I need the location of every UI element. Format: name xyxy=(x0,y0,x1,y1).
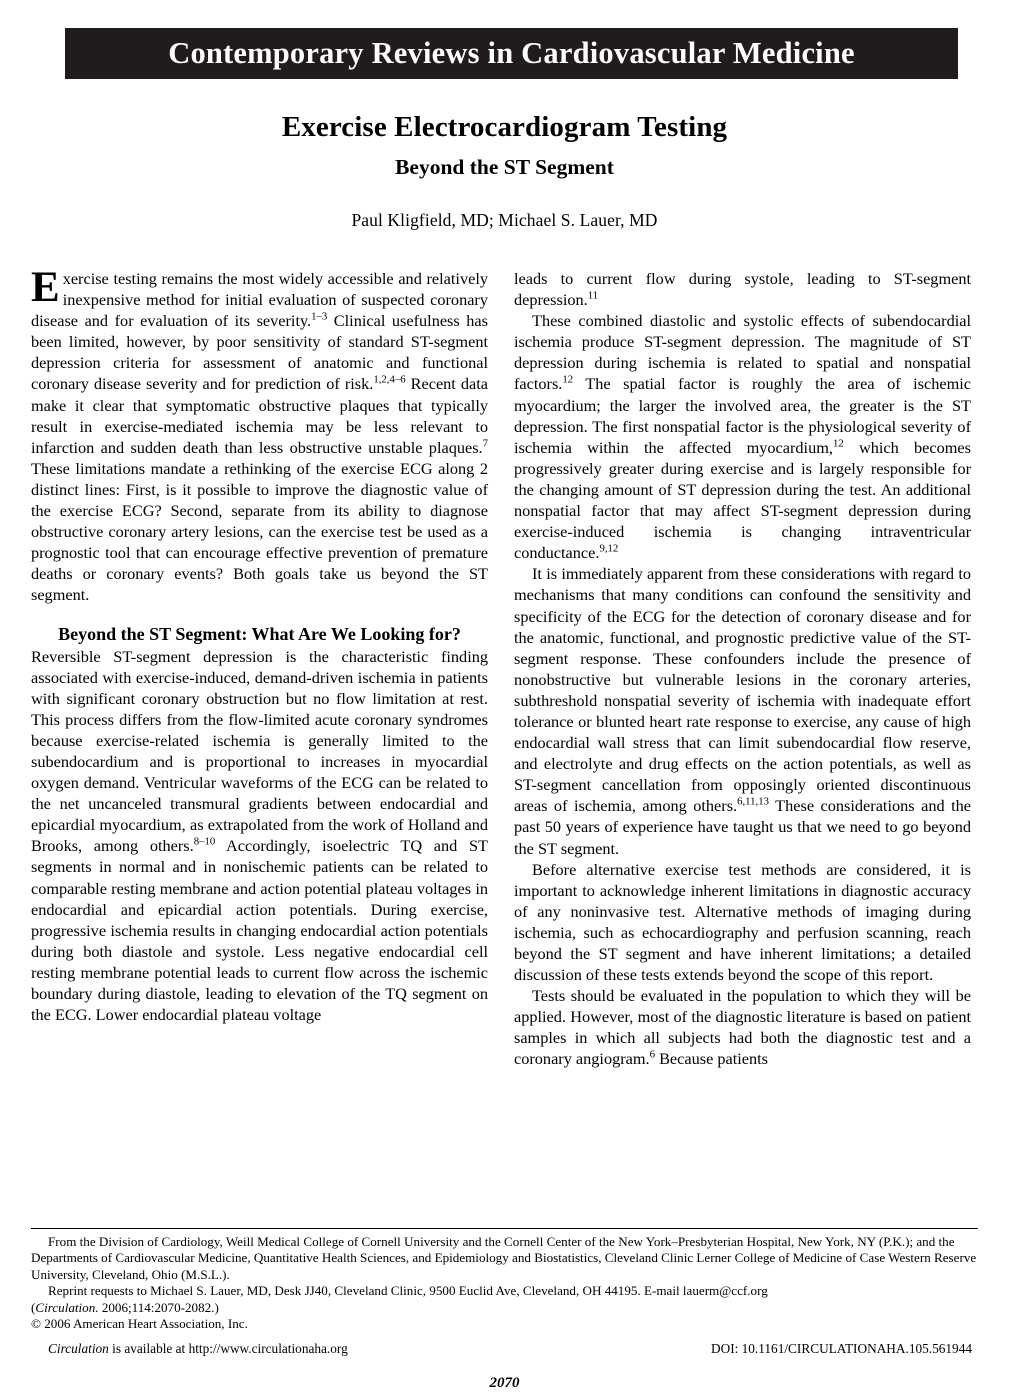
left-column xyxy=(31,264,488,1198)
paragraph-text: These considerations and the past 50 years of experience have taught us that we need to go beyond the ST segment. xyxy=(514,796,971,858)
citation-ref: 12 xyxy=(832,437,844,450)
paragraph-text: The spatial factor is roughly the area of ischemic myocardium; the larger the involved area, the greater is the ST depression. The first nonspatial factor is the physiological severity of ischemia within the affected myocardium, xyxy=(514,374,971,457)
paragraph-text: It is immediately apparent from these considerations with regard to mechanisms that many conditions can confound the sensitivity and specificity of the ECG for the detection of coronary disease and for the anatomic, functional, and prognostic predictive value of the ST-segment response. These confounders include the presence of nonobstructive but vulnerable lesions in the coronary arteries, subthreshold nonspatial severity of ischemia with inadequate effort tolerance or blunted heart rate response to exercise, any cause of high endocardial wall stress that can limit subendocardial flow reserve, and electrolyte and drug effects on the action potentials, as well as ST-segment cancellation from opposingly oriented discontinuous areas of ischemia, among others. xyxy=(514,564,971,816)
paragraph-text: Clinical usefulness has been limited, however, by poor sensitivity of standard ST-segment depression criteria for assessment of anatomic and functional coronary disease severity and for prediction of risk. xyxy=(31,311,488,394)
citation-ref: 7 xyxy=(482,437,488,450)
paragraph-text: Tests should be evaluated in the population to which they will be applied. However, most of the diagnostic literature is based on patient samples in which all subjects had both the diagnostic test and a coronary angiogram. xyxy=(514,986,971,1069)
article-subtitle: Beyond the ST Segment xyxy=(395,154,614,179)
article-body xyxy=(31,264,978,1198)
paragraph-text: which becomes progressively greater during exercise and is largely responsible for the changing amount of ST depression during the test. An additional nonspatial factor that may affect ST-segment depression during exercise-induced ischemia is changing intraventricular conductance. xyxy=(514,437,971,563)
citation-ref: 11 xyxy=(587,289,599,302)
article-title: Exercise Electrocardiogram Testing xyxy=(281,111,728,143)
availability-row xyxy=(31,1341,978,1357)
journal-section-title: Contemporary Reviews in Cardiovascular Medicine xyxy=(168,36,855,70)
drop-cap: E xyxy=(31,264,60,311)
page-number: 2070 xyxy=(489,1375,520,1391)
citation-ref: 1,2,4–6 xyxy=(373,374,406,387)
footnote-reprint-requests xyxy=(31,1283,978,1299)
paragraph-text: Recent data make it clear that symptomatic obstructive plaques that typically result in exercise-mediated ischemia may be less relevant to infarction and sudden death than less obstructive unstable plaques. xyxy=(31,374,488,457)
journal-name: Circulation. xyxy=(35,1299,99,1315)
paragraph-text: Reversible ST-segment depression is the characteristic finding associated with exercise-induced, demand-driven ischemia in patients with significant coronary obstruction but no flow limitation at rest. This process differs from the flow-limited acute coronary syndromes because exercise-related ischemia is generally limited to the subendocardium and is proportional to increases in myocardial oxygen demand. Ventricular waveforms of the ECG can be related to the net uncanceled transmural gradients between endocardial and epicardial myocardium, as extrapolated from the work of Holland and Brooks, among others. xyxy=(31,646,488,856)
right-column xyxy=(514,268,971,1198)
citation-ref: 9,12 xyxy=(599,542,619,555)
paragraph-text: These combined diastolic and systolic effects of subendocardial ischemia produce ST-segment depression. The magnitude of ST depression during ischemia is related to spatial and nonspatial factors. xyxy=(514,311,971,394)
paragraph-combined-effects xyxy=(514,310,971,563)
footnote-block xyxy=(31,1234,978,1332)
footnote-citation: (Circulation. 2006;114:2070-2082.) xyxy=(31,1299,219,1315)
citation-ref: 6,11,13 xyxy=(737,795,769,808)
citation-ref: 1–3 xyxy=(311,310,328,323)
footnote-copyright: © 2006 American Heart Association, Inc. xyxy=(31,1316,248,1332)
citation-ref: 6 xyxy=(649,1049,655,1062)
doi-text: DOI: 10.1161/CIRCULATIONAHA.105.561944 xyxy=(710,1341,972,1356)
journal-name: Circulation xyxy=(48,1341,109,1356)
journal-section-banner xyxy=(65,28,958,79)
footnote-text: Reprint requests to Michael S. Lauer, MD, Desk JJ40, Cleveland Clinic, 9500 Euclid Ave, Cleveland, OH 44195. E-mail lauerm@ccf.org xyxy=(48,1283,768,1299)
paragraph-text: Accordingly, isoelectric TQ and ST segments in normal and in nonischemic patients can be related to comparable resting membrane and action potential plateau voltages in endocardial and epicardial action potentials. During exercise, progressive ischemia results in changing endocardial action potentials during both diastole and systole. Less negative endocardial cell resting membrane potential leads to current flow across the ischemic boundary during diastole, leading to elevation of the TQ segment on the ECG. Lower endocardial plateau voltage xyxy=(31,836,488,1025)
title-block xyxy=(0,112,1009,231)
availability-text: is available at http://www.circulationaha.org xyxy=(108,1341,348,1356)
paragraph-reversible-st xyxy=(31,646,488,1026)
paragraph-population xyxy=(514,985,971,1069)
citation-ref: 12 xyxy=(562,374,574,387)
footnote-divider xyxy=(31,1228,978,1229)
paragraph-intro xyxy=(31,264,488,606)
paragraph-text: These limitations mandate a rethinking of the exercise ECG along 2 distinct lines: First, is it possible to improve the diagnostic value of the exercise ECG? Second, separate from its ability to diagnose obstructive coronary artery lesions, can the exercise test be used as a prognostic tool that can encourage effective prevention of premature deaths or coronary events? Both goals take us beyond the ST segment. xyxy=(31,458,488,605)
paragraph-text: Before alternative exercise test methods are considered, it is important to acknowledge inherent limitations in diagnostic accuracy of any noninvasive test. Alternative methods of imaging during ischemia, such as echocardiography and perfusion scanning, reach beyond the ST segment and have inherent limitations; a detailed discussion of these tests extends beyond the scope of this report. xyxy=(514,859,971,985)
paragraph-confounders xyxy=(514,563,971,858)
citation-detail: 2006;114:2070-2082.) xyxy=(98,1299,219,1315)
citation-ref: 8–10 xyxy=(193,835,216,848)
paragraph-limitations xyxy=(514,859,971,986)
section-heading: Beyond the ST Segment: What Are We Looking for? xyxy=(58,623,461,644)
paragraph-text: Because patients xyxy=(655,1049,769,1069)
paragraph-text: xercise testing remains the most widely accessible and relatively inexpensive method for initial evaluation of suspected coronary disease and for evaluation of its severity. xyxy=(31,269,488,331)
author-list: Paul Kligfield, MD; Michael S. Lauer, MD xyxy=(351,209,658,230)
paragraph-continuation xyxy=(514,268,971,310)
paragraph-text: leads to current flow during systole, leading to ST-segment depression. xyxy=(514,269,971,310)
journal-availability xyxy=(31,1341,348,1357)
footnote-affiliation: From the Division of Cardiology, Weill Medical College of Cornell University and the Cornell Center of the New York–Presbyterian Hospital, New York, NY (P.K.); and the Departments of Cardiovascular Medicine, Quantitative Health Sciences, and Epidemiology and Biostatistics, Cleveland Clinic Lerner College of Medicine of Case Western Reserve University, Cleveland, Ohio (M.S.L.). xyxy=(31,1234,977,1282)
